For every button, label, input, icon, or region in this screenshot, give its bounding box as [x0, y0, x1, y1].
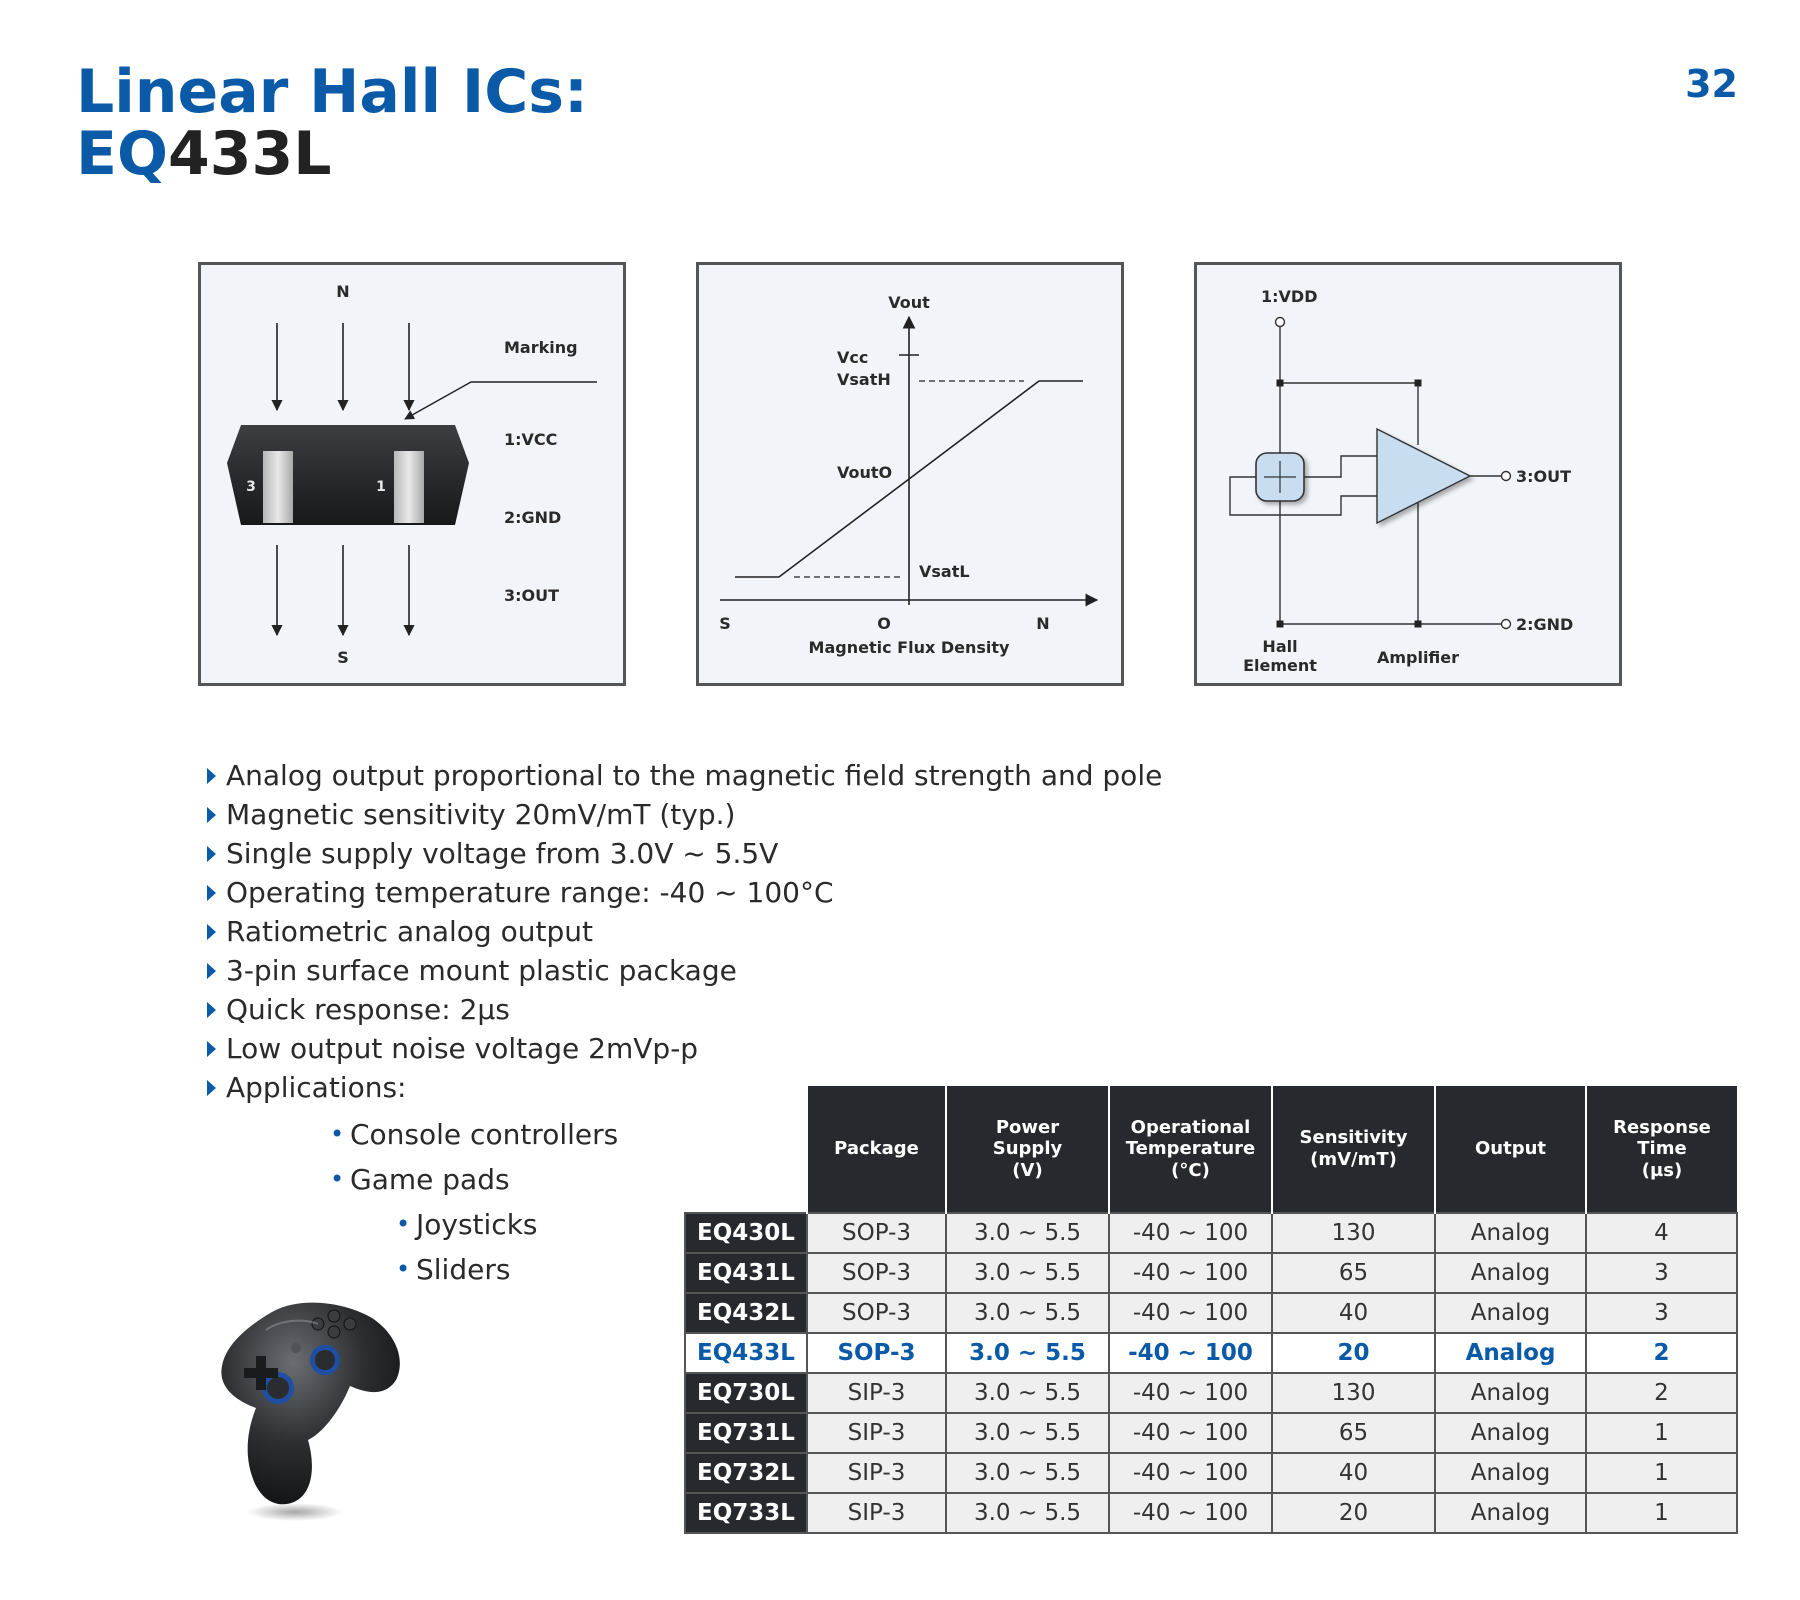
header-power-supply: Power Supply (V): [946, 1086, 1109, 1213]
table-cell: -40 ~ 100: [1109, 1293, 1272, 1333]
table-row: [685, 1293, 1737, 1333]
title-number: 433L: [168, 118, 332, 189]
table-cell: Analog: [1435, 1453, 1586, 1493]
model-cell: EQ432L: [685, 1293, 807, 1333]
page-number: 32: [1685, 62, 1738, 106]
pin-number-1: 1: [376, 479, 386, 495]
out-terminal: [1502, 472, 1511, 481]
table-cell: SOP-3: [807, 1253, 946, 1293]
table-cell: 3.0 ~ 5.5: [946, 1293, 1109, 1333]
pin-label-out: 3:OUT: [504, 586, 560, 605]
table-cell: 3.0 ~ 5.5: [946, 1453, 1109, 1493]
table-corner: [685, 1086, 807, 1213]
hall-element-label-2: Element: [1243, 656, 1317, 675]
title-prefix: EQ: [76, 118, 168, 189]
table-cell: Analog: [1435, 1373, 1586, 1413]
model-cell: EQ732L: [685, 1453, 807, 1493]
title-line-2: [76, 118, 588, 189]
gamepad-icon: [200, 1290, 420, 1530]
table-row: [685, 1373, 1737, 1413]
table-cell: Analog: [1435, 1293, 1586, 1333]
circuit-svg: [1197, 265, 1619, 683]
feature-item: Ratiometric analog output: [204, 912, 1162, 951]
table-cell: SIP-3: [807, 1413, 946, 1453]
vouto-label: VoutO: [837, 463, 893, 482]
table-cell: 3.0 ~ 5.5: [946, 1493, 1109, 1533]
spec-table: [684, 1086, 1738, 1534]
table-cell: Analog: [1435, 1493, 1586, 1533]
table-cell: 40: [1272, 1293, 1435, 1333]
table-cell: -40 ~ 100: [1109, 1413, 1272, 1453]
hall-element-label-1: Hall: [1262, 637, 1298, 656]
table-cell: 1: [1586, 1453, 1737, 1493]
table-cell: 1: [1586, 1413, 1737, 1453]
feature-item: Analog output proportional to the magnetic field strength and pole: [204, 756, 1162, 795]
vdd-label: 1:VDD: [1261, 287, 1318, 306]
model-cell: EQ433L: [685, 1333, 807, 1373]
x-origin-label: O: [877, 614, 891, 633]
flux-arrows-bottom: [277, 545, 409, 635]
table-row: [685, 1213, 1737, 1253]
pole-top-label: N: [336, 282, 350, 301]
table-cell: 2: [1586, 1333, 1737, 1373]
gnd-terminal: [1502, 620, 1511, 629]
application-item: • Console controllers: [330, 1112, 618, 1157]
table-cell: 20: [1272, 1493, 1435, 1533]
model-cell: EQ730L: [685, 1373, 807, 1413]
table-cell: SIP-3: [807, 1453, 946, 1493]
table-cell: 3: [1586, 1293, 1737, 1333]
figure-block-circuit: [1194, 262, 1622, 686]
vcc-label: Vcc: [837, 348, 869, 367]
page-title: [76, 57, 588, 189]
out-label: 3:OUT: [1516, 467, 1572, 486]
header-package: Package: [807, 1086, 946, 1213]
table-cell: -40 ~ 100: [1109, 1253, 1272, 1293]
table-cell: Analog: [1435, 1253, 1586, 1293]
pin-pad-right: [394, 451, 424, 523]
feature-item: Quick response: 2µs: [204, 990, 1162, 1029]
feature-item: Single supply voltage from 3.0V ~ 5.5V: [204, 834, 1162, 873]
feature-item: Low output noise voltage 2mVp-p: [204, 1029, 1162, 1068]
table-cell: 3.0 ~ 5.5: [946, 1413, 1109, 1453]
table-cell: 3.0 ~ 5.5: [946, 1333, 1109, 1373]
feature-item: Operating temperature range: -40 ~ 100°C: [204, 873, 1162, 912]
applications-sublist: [396, 1202, 538, 1292]
table-cell: 4: [1586, 1213, 1737, 1253]
application-subitem: • Sliders: [396, 1247, 538, 1292]
x-axis-label: Magnetic Flux Density: [808, 638, 1010, 657]
table-cell: SIP-3: [807, 1373, 946, 1413]
header-output: Output: [1435, 1086, 1586, 1213]
header-sensitivity: Sensitivity (mV/mT): [1272, 1086, 1435, 1213]
table-cell: -40 ~ 100: [1109, 1213, 1272, 1253]
model-cell: EQ731L: [685, 1413, 807, 1453]
table-cell: SOP-3: [807, 1213, 946, 1253]
vsatl-label: VsatL: [919, 562, 970, 581]
table-cell: -40 ~ 100: [1109, 1333, 1272, 1373]
flux-arrows-top: [277, 323, 409, 410]
table-cell: -40 ~ 100: [1109, 1493, 1272, 1533]
feature-item: Magnetic sensitivity 20mV/mT (typ.): [204, 795, 1162, 834]
table-cell: 3: [1586, 1253, 1737, 1293]
table-cell: 3.0 ~ 5.5: [946, 1213, 1109, 1253]
application-item: • Game pads: [330, 1157, 618, 1202]
figure-package-diagram: [198, 262, 626, 686]
table-row: [685, 1333, 1737, 1373]
x-right-label: N: [1036, 614, 1050, 633]
table-row: [685, 1253, 1737, 1293]
table-cell: Analog: [1435, 1213, 1586, 1253]
header-response-time: Response Time (µs): [1586, 1086, 1737, 1213]
table-header-row: [685, 1086, 1737, 1213]
model-cell: EQ733L: [685, 1493, 807, 1533]
y-axis-label: Vout: [888, 293, 930, 312]
table-cell: 20: [1272, 1333, 1435, 1373]
table-cell: -40 ~ 100: [1109, 1453, 1272, 1493]
feature-item: Applications:: [204, 1068, 1162, 1107]
model-cell: EQ431L: [685, 1253, 807, 1293]
table-cell: -40 ~ 100: [1109, 1373, 1272, 1413]
figure-transfer-curve: [696, 262, 1124, 686]
pole-bottom-label: S: [337, 648, 349, 667]
amplifier-symbol: [1377, 429, 1470, 523]
table-cell: SIP-3: [807, 1493, 946, 1533]
pin-number-3: 3: [246, 479, 256, 495]
table-row: [685, 1493, 1737, 1533]
table-cell: 2: [1586, 1373, 1737, 1413]
marking-pointer: [405, 382, 597, 419]
feature-item: 3-pin surface mount plastic package: [204, 951, 1162, 990]
table-cell: 65: [1272, 1253, 1435, 1293]
x-left-label: S: [719, 614, 731, 633]
table-cell: 1: [1586, 1493, 1737, 1533]
table-cell: 3.0 ~ 5.5: [946, 1253, 1109, 1293]
table-cell: 130: [1272, 1213, 1435, 1253]
table-cell: 3.0 ~ 5.5: [946, 1373, 1109, 1413]
table-cell: SOP-3: [807, 1333, 946, 1373]
table-cell: 130: [1272, 1373, 1435, 1413]
application-subitem: • Joysticks: [396, 1202, 538, 1247]
package-svg: [201, 265, 623, 683]
pin-label-vcc: 1:VCC: [504, 430, 558, 449]
transfer-svg: [699, 265, 1121, 683]
marking-label: Marking: [504, 338, 578, 357]
table-row: [685, 1413, 1737, 1453]
table-cell: SOP-3: [807, 1293, 946, 1333]
title-line-1: Linear Hall ICs:: [76, 57, 588, 127]
table-cell: Analog: [1435, 1413, 1586, 1453]
amplifier-label: Amplifier: [1376, 648, 1460, 667]
vsath-label: VsatH: [837, 370, 891, 389]
pin-label-gnd: 2:GND: [504, 508, 562, 527]
pin-pad-left: [263, 451, 293, 523]
feature-list: [204, 756, 1162, 1107]
table-cell: Analog: [1435, 1333, 1586, 1373]
gnd-label: 2:GND: [1516, 615, 1574, 634]
table-cell: 40: [1272, 1453, 1435, 1493]
table-cell: 65: [1272, 1413, 1435, 1453]
applications-list: [330, 1112, 618, 1202]
header-operational-temperature: Operational Temperature (°C): [1109, 1086, 1272, 1213]
vdd-terminal: [1276, 318, 1285, 327]
model-cell: EQ430L: [685, 1213, 807, 1253]
table-row: [685, 1453, 1737, 1493]
